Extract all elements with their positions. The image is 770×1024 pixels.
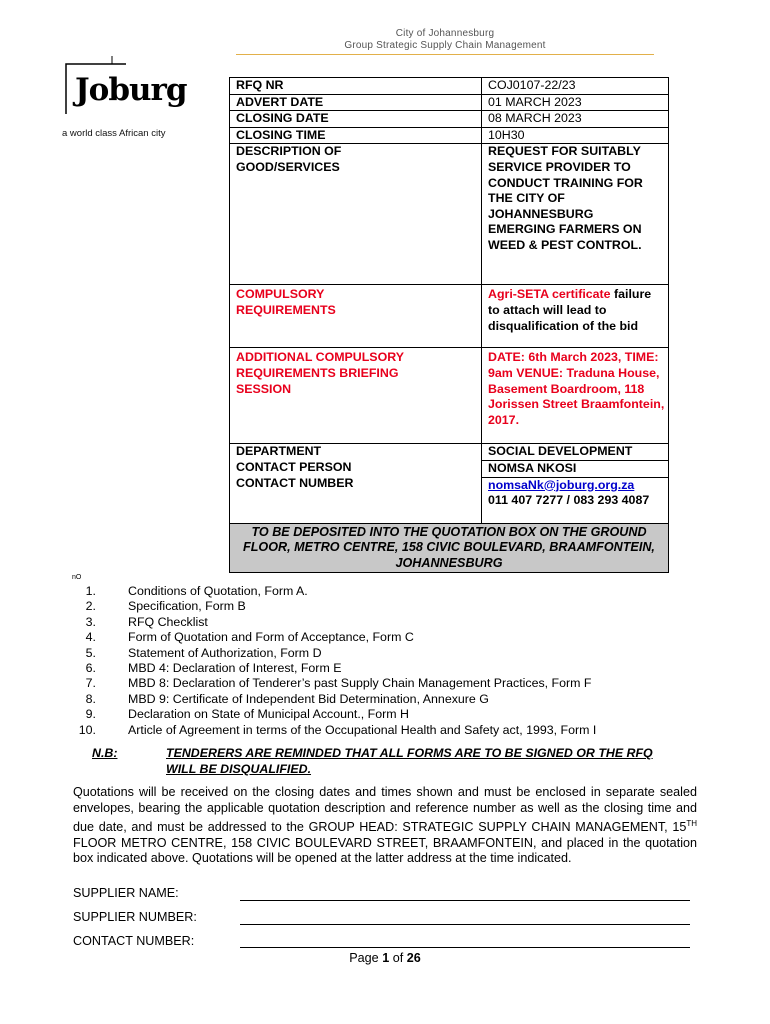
department-label: DEPARTMENT [236,444,322,459]
description-label: DESCRIPTION OF GOOD/SERVICES [236,144,342,174]
supplier-name-label: SUPPLIER NAME: [73,886,179,900]
compulsory-label: COMPULSORY REQUIREMENTS [236,287,336,317]
contact-number-label: CONTACT NUMBER [236,475,354,490]
closing-time-label: CLOSING TIME [230,127,482,144]
additional-requirements-label: ADDITIONAL COMPULSORY REQUIREMENTS BRIEFING SESSION [236,350,404,396]
compulsory-certificate: Agri-SETA certificate [488,287,611,302]
deposit-notice: TO BE DEPOSITED INTO THE QUOTATION BOX ON THE GROUND FLOOR, METRO CENTRE, 158 CIVIC BOULEVARD, BRAAMFONTEIN, JOHANNESBURG [243,524,655,570]
table-row [230,111,669,128]
table-row [230,523,669,573]
logo-wordmark: Joburg [75,72,187,108]
contact-email-link[interactable]: nomsaNk@joburg.org.za [488,477,635,492]
supplier-number-field[interactable] [240,924,690,925]
header-divider [236,54,654,55]
table-row [230,348,669,444]
closing-time-value: 10H30 [482,127,669,144]
rfq-nr-label: RFQ NR [230,78,482,95]
table-row [230,94,669,111]
rfq-nr-value: COJ0107-22/23 [482,78,669,95]
page-number: Page 1 of 26 [349,951,421,965]
contact-person-value: NOMSA NKOSI [482,461,668,478]
description-value: REQUEST FOR SUITABLY SERVICE PROVIDER TO CONDUCT TRAINING FOR THE CITY OF JOHANNESBURG EMERGING FARMERS ON WEED & PEST CONTROL. [488,144,643,252]
briefing-session-details: DATE: 6th March 2023, TIME: 9am VENUE: Traduna House, Basement Boardroom, 118 Jorissen Street Braamfontein, 2017. [488,350,665,427]
supplier-name-field[interactable] [240,900,690,901]
table-row [230,78,669,95]
nb-warning: TENDERERS ARE REMINDED THAT ALL FORMS ARE TO BE SIGNED OR THE RFQ WILL BE DISQUALIFIED. [166,746,653,776]
table-row [230,444,669,523]
logo-tagline: a world class African city [62,128,166,139]
compulsory-warning: failure to attach will lead to disqualification of the bid [488,287,652,333]
table-row [230,127,669,144]
closing-date-label: CLOSING DATE [230,111,482,128]
contact-number-field-label: CONTACT NUMBER: [73,934,195,948]
advert-date-value: 01 MARCH 2023 [482,94,669,111]
table-row [230,285,669,348]
advert-date-label: ADVERT DATE [230,94,482,111]
contact-number-field[interactable] [240,947,690,948]
department-value: SOCIAL DEVELOPMENT [482,444,668,461]
submission-paragraph: Quotations will be received on the closing dates and times shown and must be enclosed in separate sealed envelopes, bearing the applicable quotation description and reference number as well as the closing time and due date, and must be addressed to the GROUP HEAD: STRATEGIC SUPPLY CHAIN MANAGEMENT, 15TH FLOOR METRO CENTRE, 158 CIVIC BOULEVARD STREET, BRAAMFONTEIN, and placed in the quotation box indicated above. Quotations will be opened at the latter address at the time indicated. [73,785,697,866]
header-city: City of Johannesburg [395,28,495,39]
contact-person-label: CONTACT PERSON [236,459,352,474]
list-marker: nO [72,574,82,581]
header-department: Group Strategic Supply Chain Management [344,40,546,51]
nb-label: N.B: [92,746,118,760]
rfq-table [229,77,669,573]
supplier-number-label: SUPPLIER NUMBER: [73,910,197,924]
contact-phone: 011 407 7277 / 083 293 4087 [488,493,650,508]
closing-date-value: 08 MARCH 2023 [482,111,669,128]
table-row [230,144,669,285]
